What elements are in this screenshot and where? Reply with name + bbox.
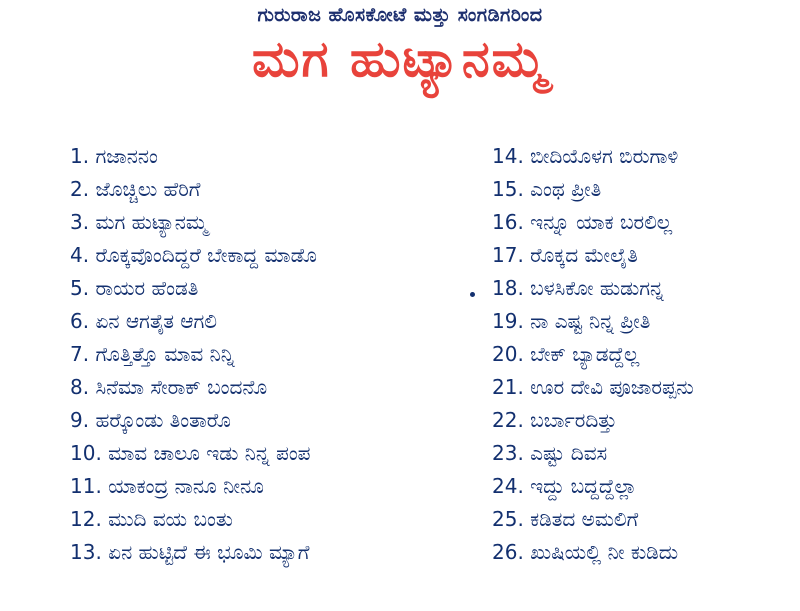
track-title: ರೊಕ್ಕದ ಮೇಲೈತಿ [530,243,638,267]
list-item [70,437,470,470]
list-item [70,371,470,404]
track-title: ಬೇಕ್ ಬ್ಯಾಡದ್ದೆಲ್ಲ [530,342,640,366]
track-number: 3. [70,210,90,234]
list-item [492,305,792,338]
list-item [492,140,792,173]
track-number: 2. [70,177,90,201]
track-number: 14. [492,144,524,168]
track-number: 1. [70,144,90,168]
list-item [70,206,470,239]
list-item [70,239,470,272]
list-item [70,173,470,206]
list-item [70,404,470,437]
track-number: 16. [492,210,524,234]
track-title: ಇನ್ನೂ ಯಾಕ ಬರಲಿಲ್ಲ [530,210,673,234]
track-number: 12. [70,507,102,531]
track-number: 13. [70,540,102,564]
track-number: 5. [70,276,90,300]
track-title: ರೊಕ್ಕವೊಂದಿದ್ದರೆ ಬೇಕಾದ್ದ ಮಾಡೊ [95,243,317,267]
track-list-left [70,140,470,569]
track-number: 11. [70,474,102,498]
track-title: ಖುಷಿಯಲ್ಲಿ ನೀ ಕುಡಿದು [530,540,679,564]
bullet-dot [470,292,475,297]
list-item [70,503,470,536]
track-title: ಸಿನೆಮಾ ಸೇರಾಕ್ ಬಂದನೊ [95,375,268,399]
track-number: 22. [492,408,524,432]
list-item [492,437,792,470]
list-item [70,470,470,503]
album-title: ಮಗ ಹುಟ್ಯಾನಮ್ಮ [251,30,548,88]
track-number: 9. [70,408,90,432]
track-title: ಬರ್ಬಾರದಿತ್ತು [530,408,617,432]
list-item [492,470,792,503]
list-item [492,503,792,536]
track-number: 23. [492,441,524,465]
track-number: 4. [70,243,90,267]
track-title: ಜೊಚ್ಚಿಲು ಹೆರಿಗೆ [95,177,201,201]
track-title: ಏನ ಹುಟ್ಟಿದೆ ಈ ಭೂಮಿ ಮ್ಯಾಗೆ [108,540,310,564]
track-number: 24. [492,474,524,498]
track-number: 8. [70,375,90,399]
track-title: ಯಾಕಂದ್ರ ನಾನೂ ನೀನೂ [108,474,264,498]
track-title: ಎಂಥ ಪ್ರೀತಿ [530,177,602,201]
list-item [70,140,470,173]
track-list-right [492,140,792,569]
track-title: ಮಾವ ಚಾಲೂ ಇಡು ನಿನ್ನ ಪಂಪ [108,441,311,465]
track-title: ಕಡಿತದ ಅಮಲಿಗೆ [530,507,639,531]
track-title: ಮಗ ಹುಟ್ಯಾನಮ್ಮ [95,210,208,234]
track-title: ರಾಯರ ಹೆಂಡತಿ [95,276,199,300]
track-number: 17. [492,243,524,267]
track-title: ಹರ್‍ಕೊಂಡು ತಿಂತಾರೊ [95,408,231,432]
track-title: ಎಷ್ಟು ದಿವಸ [530,441,608,465]
list-item [492,206,792,239]
track-title: ಏನ ಆಗತೈತ ಆಗಲಿ [95,309,218,333]
list-item [70,272,470,305]
track-number: 6. [70,309,90,333]
list-item [492,338,792,371]
track-number: 21. [492,375,524,399]
track-number: 10. [70,441,102,465]
track-title: ಗೊತ್ತಿತ್ತೊ ಮಾವ ನಿನ್ನಿ [95,342,235,366]
track-title: ಊರ ದೇವಿ ಪೂಜಾರಪ್ಪನು [530,375,694,399]
track-title: ನಾ ಎಷ್ಟ ನಿನ್ನ ಪ್ರೀತಿ [530,309,651,333]
track-number: 7. [70,342,90,366]
track-title: ಮುದಿ ವಯ ಬಂತು [108,507,233,531]
list-item [492,239,792,272]
track-title: ಗಜಾನನಂ [95,144,158,168]
list-item [70,338,470,371]
track-number: 25. [492,507,524,531]
track-number: 18. [492,276,524,300]
track-title: ಬೀದಿಯೊಳಗ ಬಿರುಗಾಳಿ [530,144,679,168]
track-title: ಬಳಸಿಕೋ ಹುಡುಗನ್ನ [530,276,664,300]
list-item [70,536,470,569]
track-number: 19. [492,309,524,333]
list-item [492,272,792,305]
list-item [492,536,792,569]
track-title: ಇದ್ದು ಬದ್ದದ್ದೆಲ್ಲಾ [530,474,637,498]
list-item [492,404,792,437]
artist-credit: ಗುರುರಾಜ ಹೊಸಕೋಟೆ ಮತ್ತು ಸಂಗಡಿಗರಿಂದ [257,4,543,26]
list-item [492,371,792,404]
track-number: 15. [492,177,524,201]
track-number: 26. [492,540,524,564]
list-item [492,173,792,206]
track-number: 20. [492,342,524,366]
list-item [70,305,470,338]
